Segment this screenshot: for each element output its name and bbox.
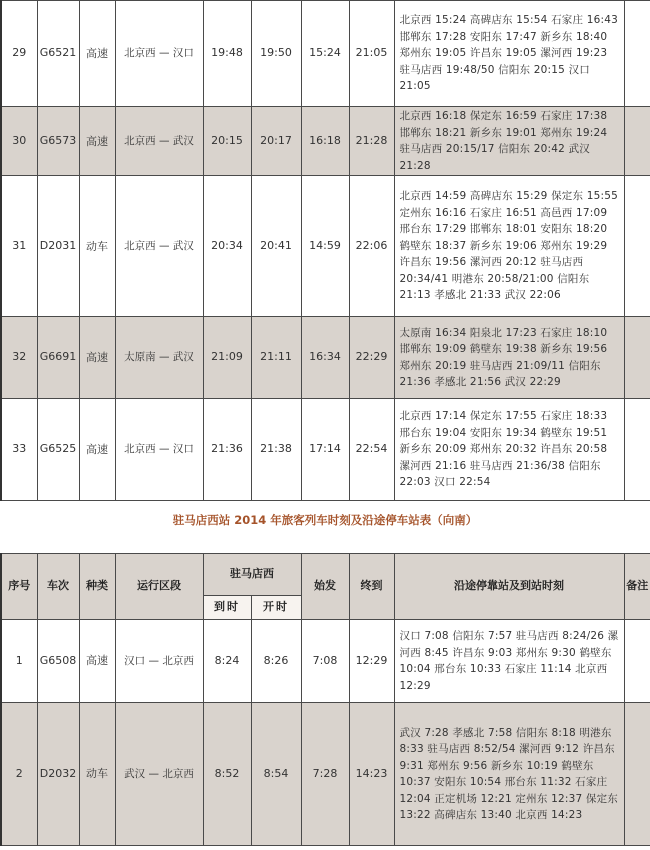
- depart-time: 8:54: [251, 703, 301, 846]
- origin-time: 17:14: [301, 399, 349, 501]
- route: 北京西 — 汉口: [115, 1, 203, 107]
- stops-list: 太原南 16:34 阳泉北 17:23 石家庄 18:10 邯郸东 19:09 鹤壁东 19:38 新乡东 19:56 郑州东 20:19 驻马店西 21:09/11 信阳东 21:36 孝感北 21:56 武汉 22:29: [394, 317, 624, 399]
- remark-cell: [624, 1, 650, 107]
- table-row: [1, 703, 650, 846]
- row-number: 1: [1, 620, 37, 703]
- route: 武汉 — 北京西: [115, 703, 203, 846]
- terminal-time: 22:54: [349, 399, 394, 501]
- depart-time: 21:38: [251, 399, 301, 501]
- depart-time: 21:11: [251, 317, 301, 399]
- header-depart: 开时: [251, 596, 301, 620]
- table-row: [1, 399, 650, 501]
- origin-time: 7:28: [301, 703, 349, 846]
- stops-list: 武汉 7:28 孝感北 7:58 信阳东 8:18 明港东 8:33 驻马店西 8:52/54 漯河西 9:12 许昌东 9:31 郑州东 9:56 新乡东 10:19 鹤壁东 10:37 安阳东 10:54 邢台东 11:32 石家庄 12:04 正定机场 12:21 定州东 12:37 保定东 13:22 高碑店东 13:40 北京西 14:23: [394, 703, 624, 846]
- route: 太原南 — 武汉: [115, 317, 203, 399]
- train-number: G6508: [37, 620, 79, 703]
- row-number: 29: [1, 1, 37, 107]
- train-number: G6525: [37, 399, 79, 501]
- depart-time: 20:17: [251, 107, 301, 176]
- table-caption: 驻马店西站 2014 年旅客列车时刻及沿途停车站表（向南）: [172, 513, 478, 527]
- row-number: 32: [1, 317, 37, 399]
- arrive-time: 8:52: [203, 703, 251, 846]
- arrive-time: 19:48: [203, 1, 251, 107]
- depart-time: 19:50: [251, 1, 301, 107]
- train-type: 动车: [79, 703, 115, 846]
- arrive-time: 21:09: [203, 317, 251, 399]
- train-type: 高速: [79, 107, 115, 176]
- table-row: [1, 620, 650, 703]
- arrive-time: 21:36: [203, 399, 251, 501]
- header-terminal: 终到: [349, 554, 394, 620]
- train-number: D2032: [37, 703, 79, 846]
- table-row: [1, 107, 650, 176]
- train-type: 高速: [79, 399, 115, 501]
- origin-time: 7:08: [301, 620, 349, 703]
- header-train: 车次: [37, 554, 79, 620]
- train-type: 动车: [79, 176, 115, 317]
- header-remark: 备注: [624, 554, 650, 620]
- arrive-time: 20:34: [203, 176, 251, 317]
- header-arrive: 到时: [203, 596, 251, 620]
- route: 汉口 — 北京西: [115, 620, 203, 703]
- arrive-time: 20:15: [203, 107, 251, 176]
- train-number: G6521: [37, 1, 79, 107]
- train-type: 高速: [79, 620, 115, 703]
- lower-timetable: [0, 553, 650, 846]
- terminal-time: 21:05: [349, 1, 394, 107]
- origin-time: 14:59: [301, 176, 349, 317]
- header-route: 运行区段: [115, 554, 203, 620]
- stops-list: 北京西 15:24 高碑店东 15:54 石家庄 16:43 邯郸东 17:28 安阳东 17:47 新乡东 18:40 郑州东 19:05 许昌东 19:05 漯河西 19:23 驻马店西 19:48/50 信阳东 20:15 汉口 21:05: [394, 1, 624, 107]
- depart-time: 8:26: [251, 620, 301, 703]
- route: 北京西 — 汉口: [115, 399, 203, 501]
- train-number: G6691: [37, 317, 79, 399]
- stops-list: 汉口 7:08 信阳东 7:57 驻马店西 8:24/26 漯河西 8:45 许昌东 9:03 郑州东 9:30 鹤壁东 10:04 邢台东 10:33 石家庄 11:14 北京西 12:29: [394, 620, 624, 703]
- row-number: 2: [1, 703, 37, 846]
- stops-list: 北京西 14:59 高碑店东 15:29 保定东 15:55 定州东 16:16 石家庄 16:51 高邑西 17:09 邢台东 17:29 邯郸东 18:01 安阳东 18:20 鹤壁东 18:37 新乡东 19:06 郑州东 19:29 许昌东 19:56 漯河西 20:12 驻马店西 20:34/41 明港东 20:58/21:00 信阳东 21:13 孝感北 21:33 武汉 22:06: [394, 176, 624, 317]
- header-stops: 沿途停靠站及到站时刻: [394, 554, 624, 620]
- remark-cell: [624, 399, 650, 501]
- stops-list: 北京西 17:14 保定东 17:55 石家庄 18:33 邢台东 19:04 安阳东 19:34 鹤壁东 19:51 新乡东 20:09 郑州东 20:32 许昌东 20:58 漯河西 21:16 驻马店西 21:36/38 信阳东 22:03 汉口 22:54: [394, 399, 624, 501]
- row-number: 31: [1, 176, 37, 317]
- remark-cell: [624, 620, 650, 703]
- train-number: D2031: [37, 176, 79, 317]
- route: 北京西 — 武汉: [115, 107, 203, 176]
- terminal-time: 14:23: [349, 703, 394, 846]
- header-origin: 始发: [301, 554, 349, 620]
- remark-cell: [624, 176, 650, 317]
- table-row: [1, 176, 650, 317]
- remark-cell: [624, 703, 650, 846]
- terminal-time: 22:29: [349, 317, 394, 399]
- route: 北京西 — 武汉: [115, 176, 203, 317]
- row-number: 30: [1, 107, 37, 176]
- origin-time: 16:34: [301, 317, 349, 399]
- terminal-time: 12:29: [349, 620, 394, 703]
- remark-cell: [624, 107, 650, 176]
- terminal-time: 21:28: [349, 107, 394, 176]
- origin-time: 15:24: [301, 1, 349, 107]
- arrive-time: 8:24: [203, 620, 251, 703]
- origin-time: 16:18: [301, 107, 349, 176]
- row-number: 33: [1, 399, 37, 501]
- header-type: 种类: [79, 554, 115, 620]
- train-type: 高速: [79, 1, 115, 107]
- stops-list: 北京西 16:18 保定东 16:59 石家庄 17:38 邯郸东 18:21 新乡东 19:01 郑州东 19:24 驻马店西 20:15/17 信阳东 20:42 武汉 21:28: [394, 107, 624, 176]
- table-row: [1, 1, 650, 107]
- train-number: G6573: [37, 107, 79, 176]
- header-station: 驻马店西: [203, 554, 301, 596]
- table-row: [1, 317, 650, 399]
- header-no: 序号: [1, 554, 37, 620]
- terminal-time: 22:06: [349, 176, 394, 317]
- remark-cell: [624, 317, 650, 399]
- header-row: [1, 554, 650, 596]
- train-type: 高速: [79, 317, 115, 399]
- depart-time: 20:41: [251, 176, 301, 317]
